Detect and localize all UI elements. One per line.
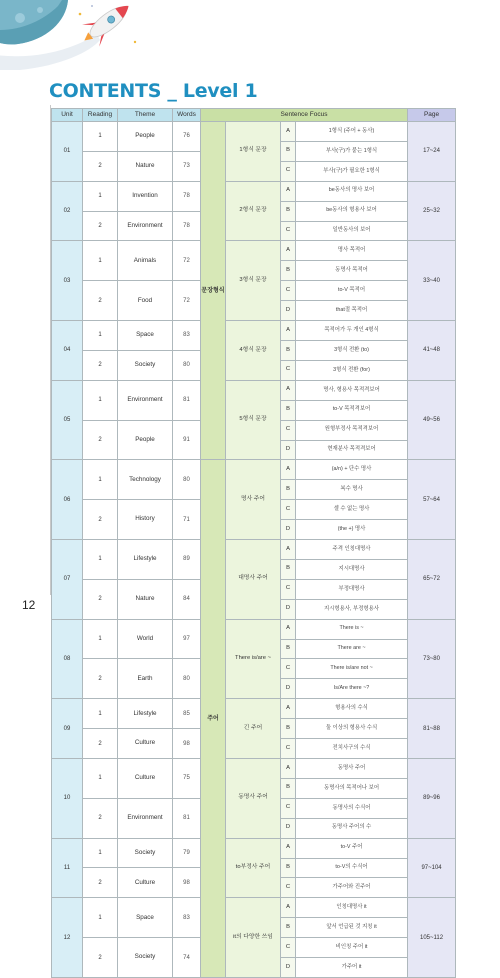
word-count: 80 bbox=[173, 659, 201, 699]
sentence-focus-title: There is/are ~ bbox=[226, 619, 281, 699]
header-page: Page bbox=[408, 109, 456, 122]
reading-number: 1 bbox=[83, 540, 118, 580]
table-row bbox=[52, 619, 456, 629]
focus-item-text: 3형식 전환 (to) bbox=[296, 340, 408, 360]
page-range: 25~32 bbox=[408, 181, 456, 241]
focus-item-letter: C bbox=[281, 420, 296, 440]
focus-item-letter: B bbox=[281, 559, 296, 579]
focus-item-text: 전치사구의 수식 bbox=[296, 739, 408, 759]
unit-number: 08 bbox=[52, 619, 83, 699]
header-words: Words bbox=[173, 109, 201, 122]
theme-name: Culture bbox=[118, 759, 173, 799]
theme-name: Space bbox=[118, 898, 173, 938]
theme-name: Environment bbox=[118, 380, 173, 420]
focus-item-letter: A bbox=[281, 122, 296, 142]
theme-name: Lifestyle bbox=[118, 540, 173, 580]
focus-item-text: 동명사의 목적어나 보어 bbox=[296, 778, 408, 798]
word-count: 78 bbox=[173, 181, 201, 211]
reading-number: 1 bbox=[83, 759, 118, 799]
word-count: 83 bbox=[173, 898, 201, 938]
theme-name: History bbox=[118, 500, 173, 540]
word-count: 79 bbox=[173, 838, 201, 868]
focus-item-text: to-V 목적격보어 bbox=[296, 400, 408, 420]
table-row bbox=[52, 838, 456, 848]
sentence-focus-title: 1형식 문장 bbox=[226, 122, 281, 182]
header-sentence-focus: Sentence Focus bbox=[201, 109, 408, 122]
header-theme: Theme bbox=[118, 109, 173, 122]
sentence-focus-title: 2형식 문장 bbox=[226, 181, 281, 241]
table-row bbox=[52, 380, 456, 390]
focus-item-letter: D bbox=[281, 520, 296, 540]
table-row bbox=[52, 460, 456, 470]
reading-number: 2 bbox=[83, 420, 118, 460]
reading-number: 1 bbox=[83, 619, 118, 659]
focus-item-text: There is/are not ~ bbox=[296, 659, 408, 679]
word-count: 91 bbox=[173, 420, 201, 460]
word-count: 71 bbox=[173, 500, 201, 540]
focus-item-letter: A bbox=[281, 181, 296, 201]
focus-item-letter: D bbox=[281, 301, 296, 321]
focus-item-letter: D bbox=[281, 440, 296, 460]
table-row bbox=[52, 898, 456, 908]
reading-number: 2 bbox=[83, 579, 118, 619]
table-row bbox=[52, 759, 456, 769]
focus-item-letter: C bbox=[281, 161, 296, 181]
page-range: 49~56 bbox=[408, 380, 456, 460]
sentence-focus-title: 명사 주어 bbox=[226, 460, 281, 540]
focus-item-text: 셀 수 없는 명사 bbox=[296, 500, 408, 520]
reading-number: 2 bbox=[83, 729, 118, 759]
focus-item-letter: D bbox=[281, 958, 296, 978]
unit-number: 11 bbox=[52, 838, 83, 898]
word-count: 81 bbox=[173, 798, 201, 838]
theme-name: Society bbox=[118, 838, 173, 868]
reading-number: 1 bbox=[83, 321, 118, 351]
reading-number: 2 bbox=[83, 151, 118, 181]
focus-item-letter: B bbox=[281, 719, 296, 739]
focus-item-letter: B bbox=[281, 918, 296, 938]
focus-item-letter: C bbox=[281, 360, 296, 380]
theme-name: Space bbox=[118, 321, 173, 351]
theme-name: Animals bbox=[118, 241, 173, 281]
word-count: 97 bbox=[173, 619, 201, 659]
focus-item-letter: B bbox=[281, 261, 296, 281]
focus-item-text: 부사(구)가 붙는 1형식 bbox=[296, 141, 408, 161]
unit-number: 03 bbox=[52, 241, 83, 321]
unit-number: 10 bbox=[52, 759, 83, 839]
theme-name: People bbox=[118, 122, 173, 152]
unit-number: 06 bbox=[52, 460, 83, 540]
focus-item-letter: A bbox=[281, 699, 296, 719]
focus-item-text: 3형식 전환 (for) bbox=[296, 360, 408, 380]
focus-item-text: 일반동사의 보어 bbox=[296, 221, 408, 241]
word-count: 73 bbox=[173, 151, 201, 181]
focus-item-text: 앞서 언급된 것 지칭 it bbox=[296, 918, 408, 938]
reading-number: 1 bbox=[83, 241, 118, 281]
reading-number: 1 bbox=[83, 122, 118, 152]
focus-item-letter: A bbox=[281, 460, 296, 480]
focus-item-letter: A bbox=[281, 619, 296, 639]
unit-number: 02 bbox=[52, 181, 83, 241]
theme-name: People bbox=[118, 420, 173, 460]
reading-number: 2 bbox=[83, 798, 118, 838]
reading-number: 1 bbox=[83, 699, 118, 729]
table-body bbox=[52, 122, 456, 978]
sentence-focus-title: 5형식 문장 bbox=[226, 380, 281, 460]
focus-item-text: 동명사 목적어 bbox=[296, 261, 408, 281]
sentence-focus-title: it의 다양한 쓰임 bbox=[226, 898, 281, 978]
unit-number: 09 bbox=[52, 699, 83, 759]
word-count: 78 bbox=[173, 211, 201, 241]
focus-item-text: (a/n) + 단수 명사 bbox=[296, 460, 408, 480]
focus-item-letter: B bbox=[281, 858, 296, 878]
theme-name: Food bbox=[118, 281, 173, 321]
focus-item-text: 복수 명사 bbox=[296, 480, 408, 500]
header-reading: Reading bbox=[83, 109, 118, 122]
unit-number: 12 bbox=[52, 898, 83, 978]
page-range: 89~96 bbox=[408, 759, 456, 839]
sentence-focus-title: 긴 주어 bbox=[226, 699, 281, 759]
focus-item-letter: C bbox=[281, 500, 296, 520]
theme-name: Nature bbox=[118, 579, 173, 619]
focus-item-letter: B bbox=[281, 400, 296, 420]
focus-item-letter: C bbox=[281, 659, 296, 679]
focus-item-letter: C bbox=[281, 739, 296, 759]
focus-item-text: 부정대명사 bbox=[296, 579, 408, 599]
focus-item-letter: B bbox=[281, 778, 296, 798]
page-range: 65~72 bbox=[408, 540, 456, 620]
page-title: CONTENTS _ Level 1 bbox=[49, 80, 258, 102]
focus-item-letter: C bbox=[281, 878, 296, 898]
reading-number: 2 bbox=[83, 500, 118, 540]
theme-name: Environment bbox=[118, 798, 173, 838]
page-range: 17~24 bbox=[408, 122, 456, 182]
word-count: 72 bbox=[173, 281, 201, 321]
focus-item-text: 가주어 it bbox=[296, 958, 408, 978]
theme-name: Culture bbox=[118, 729, 173, 759]
focus-item-text: 현재분사 목적격보어 bbox=[296, 440, 408, 460]
theme-name: Society bbox=[118, 938, 173, 978]
theme-name: Lifestyle bbox=[118, 699, 173, 729]
focus-item-text: There are ~ bbox=[296, 639, 408, 659]
page-range: 105~112 bbox=[408, 898, 456, 978]
rocket-illustration bbox=[0, 0, 160, 72]
theme-name: Culture bbox=[118, 868, 173, 898]
page-range: 73~80 bbox=[408, 619, 456, 699]
reading-number: 1 bbox=[83, 380, 118, 420]
focus-item-letter: A bbox=[281, 759, 296, 779]
theme-name: Invention bbox=[118, 181, 173, 211]
focus-item-text: (the +) 명사 bbox=[296, 520, 408, 540]
focus-item-letter: A bbox=[281, 241, 296, 261]
reading-number: 1 bbox=[83, 181, 118, 211]
theme-name: Society bbox=[118, 350, 173, 380]
table-row bbox=[52, 122, 456, 132]
focus-item-text: 부사(구)가 필요한 1형식 bbox=[296, 161, 408, 181]
focus-item-text: 동명사 주어의 수 bbox=[296, 818, 408, 838]
reading-number: 1 bbox=[83, 898, 118, 938]
focus-item-letter: C bbox=[281, 281, 296, 301]
unit-number: 04 bbox=[52, 321, 83, 381]
reading-number: 2 bbox=[83, 659, 118, 699]
theme-name: Environment bbox=[118, 211, 173, 241]
focus-item-text: to-V의 수식어 bbox=[296, 858, 408, 878]
page-range: 41~48 bbox=[408, 321, 456, 381]
word-count: 80 bbox=[173, 460, 201, 500]
focus-item-letter: B bbox=[281, 639, 296, 659]
focus-item-text: 주격 인칭대명사 bbox=[296, 540, 408, 560]
focus-item-letter: B bbox=[281, 340, 296, 360]
word-count: 89 bbox=[173, 540, 201, 580]
focus-item-letter: D bbox=[281, 818, 296, 838]
page-range: 97~104 bbox=[408, 838, 456, 898]
table-header-row bbox=[52, 109, 456, 122]
focus-item-text: 지시대명사 bbox=[296, 559, 408, 579]
sentence-focus-title: 4형식 문장 bbox=[226, 321, 281, 381]
reading-number: 2 bbox=[83, 281, 118, 321]
header-unit: Unit bbox=[52, 109, 83, 122]
table-row bbox=[52, 699, 456, 709]
focus-category: 주어 bbox=[201, 460, 226, 978]
word-count: 75 bbox=[173, 759, 201, 799]
reading-number: 1 bbox=[83, 460, 118, 500]
sentence-focus-title: 3형식 문장 bbox=[226, 241, 281, 321]
focus-item-text: Is/Are there ~? bbox=[296, 679, 408, 699]
focus-item-text: 목적어가 두 개인 4형식 bbox=[296, 321, 408, 341]
focus-item-letter: D bbox=[281, 599, 296, 619]
page-range: 81~88 bbox=[408, 699, 456, 759]
theme-name: Nature bbox=[118, 151, 173, 181]
page-range: 33~40 bbox=[408, 241, 456, 321]
reading-number: 2 bbox=[83, 211, 118, 241]
focus-item-text: 비인칭 주어 it bbox=[296, 938, 408, 958]
reading-number: 2 bbox=[83, 938, 118, 978]
focus-item-text: be동사의 명사 보어 bbox=[296, 181, 408, 201]
table-row bbox=[52, 321, 456, 331]
focus-item-text: There is ~ bbox=[296, 619, 408, 639]
table-row bbox=[52, 181, 456, 191]
reading-number: 2 bbox=[83, 868, 118, 898]
focus-item-letter: A bbox=[281, 838, 296, 858]
focus-item-text: that절 목적어 bbox=[296, 301, 408, 321]
contents-table bbox=[51, 108, 456, 978]
word-count: 74 bbox=[173, 938, 201, 978]
word-count: 81 bbox=[173, 380, 201, 420]
focus-item-letter: C bbox=[281, 938, 296, 958]
focus-item-text: 인칭대명사 it bbox=[296, 898, 408, 918]
focus-item-letter: C bbox=[281, 798, 296, 818]
word-count: 84 bbox=[173, 579, 201, 619]
focus-item-text: 지시형용사, 부정형용사 bbox=[296, 599, 408, 619]
focus-item-letter: B bbox=[281, 201, 296, 221]
theme-name: Earth bbox=[118, 659, 173, 699]
focus-item-text: 동명사의 수식어 bbox=[296, 798, 408, 818]
unit-number: 01 bbox=[52, 122, 83, 182]
word-count: 98 bbox=[173, 729, 201, 759]
focus-category: 문장형식 bbox=[201, 122, 226, 460]
focus-item-text: to-V 주어 bbox=[296, 838, 408, 858]
word-count: 72 bbox=[173, 241, 201, 281]
focus-item-letter: A bbox=[281, 380, 296, 400]
focus-item-text: 둘 이상의 형용사 수식 bbox=[296, 719, 408, 739]
focus-item-text: 형용사의 수식 bbox=[296, 699, 408, 719]
reading-number: 2 bbox=[83, 350, 118, 380]
focus-item-text: 1형식 (주어 + 동사) bbox=[296, 122, 408, 142]
focus-item-letter: C bbox=[281, 221, 296, 241]
theme-name: World bbox=[118, 619, 173, 659]
unit-number: 05 bbox=[52, 380, 83, 460]
table-row bbox=[52, 241, 456, 251]
word-count: 76 bbox=[173, 122, 201, 152]
table-row bbox=[52, 540, 456, 550]
word-count: 80 bbox=[173, 350, 201, 380]
focus-item-text: 동명사 주어 bbox=[296, 759, 408, 779]
focus-item-letter: C bbox=[281, 579, 296, 599]
word-count: 85 bbox=[173, 699, 201, 729]
page-range: 57~64 bbox=[408, 460, 456, 540]
focus-item-text: to-V 목적어 bbox=[296, 281, 408, 301]
word-count: 83 bbox=[173, 321, 201, 351]
sentence-focus-title: 동명사 주어 bbox=[226, 759, 281, 839]
focus-item-letter: A bbox=[281, 898, 296, 918]
focus-item-text: be동사의 형용사 보어 bbox=[296, 201, 408, 221]
focus-item-text: 원형부정사 목적격보어 bbox=[296, 420, 408, 440]
word-count: 98 bbox=[173, 868, 201, 898]
focus-item-letter: B bbox=[281, 141, 296, 161]
focus-item-text: 가주어와 진주어 bbox=[296, 878, 408, 898]
unit-number: 07 bbox=[52, 540, 83, 620]
sentence-focus-title: 대명사 주어 bbox=[226, 540, 281, 620]
sentence-focus-title: to부정사 주어 bbox=[226, 838, 281, 898]
focus-item-letter: B bbox=[281, 480, 296, 500]
reading-number: 1 bbox=[83, 838, 118, 868]
focus-item-text: 명사 목적어 bbox=[296, 241, 408, 261]
page-number: 12 bbox=[22, 598, 36, 612]
focus-item-letter: D bbox=[281, 679, 296, 699]
theme-name: Technology bbox=[118, 460, 173, 500]
focus-item-text: 명사, 형용사 목적격보어 bbox=[296, 380, 408, 400]
focus-item-letter: A bbox=[281, 540, 296, 560]
focus-item-letter: A bbox=[281, 321, 296, 341]
